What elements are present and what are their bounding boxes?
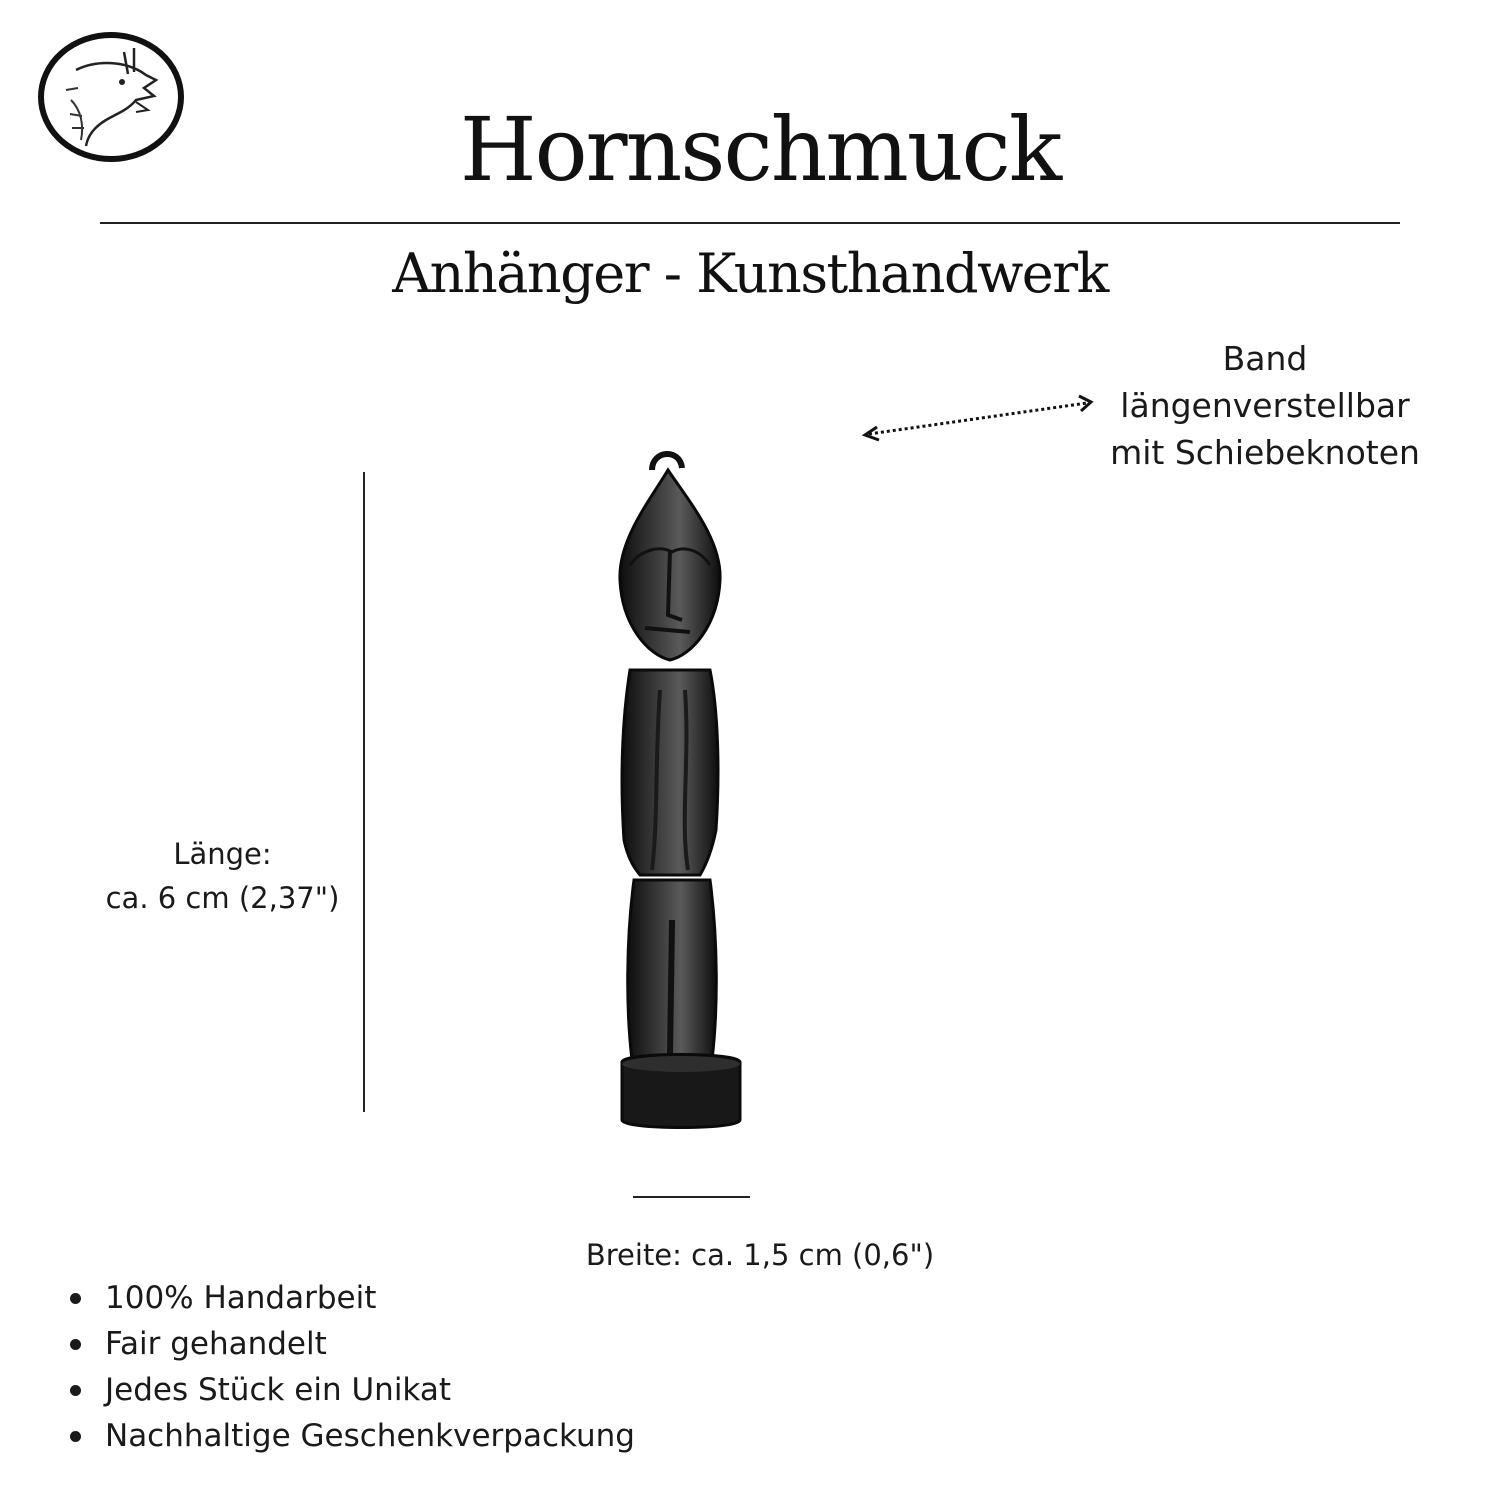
length-value: ca. 6 cm (2,37") [105, 881, 340, 915]
band-line-2: längenverstellbar [1120, 386, 1410, 425]
bullet-icon [70, 1385, 81, 1396]
carved-figure-pendant-icon [560, 440, 820, 1160]
feature-list [62, 1275, 635, 1459]
length-annotation [80, 832, 365, 920]
dotted-arrow-icon [855, 390, 1105, 450]
feature-text: Nachhaltige Geschenkverpackung [105, 1418, 635, 1454]
bullet-icon [70, 1339, 81, 1350]
band-annotation [1085, 335, 1445, 476]
length-measure-line [363, 472, 365, 1112]
bullet-icon [70, 1293, 81, 1304]
page-subtitle: Anhänger - Kunsthandwerk [392, 242, 1108, 305]
bullet-icon [70, 1431, 81, 1442]
feature-text: 100% Handarbeit [105, 1280, 377, 1316]
list-item [62, 1413, 635, 1459]
list-item [62, 1275, 635, 1321]
band-line-1: Band [1222, 339, 1308, 378]
length-label: Länge: [173, 837, 272, 871]
list-item [62, 1367, 635, 1413]
band-line-3: mit Schiebeknoten [1110, 433, 1420, 472]
width-measure-line [633, 1196, 750, 1198]
feature-text: Fair gehandelt [105, 1326, 327, 1362]
width-annotation: Breite: ca. 1,5 cm (0,6") [585, 1238, 935, 1272]
list-item [62, 1321, 635, 1367]
title-divider [100, 222, 1400, 224]
feature-text: Jedes Stück ein Unikat [105, 1372, 451, 1408]
page-title: Hornschmuck [459, 98, 1061, 201]
